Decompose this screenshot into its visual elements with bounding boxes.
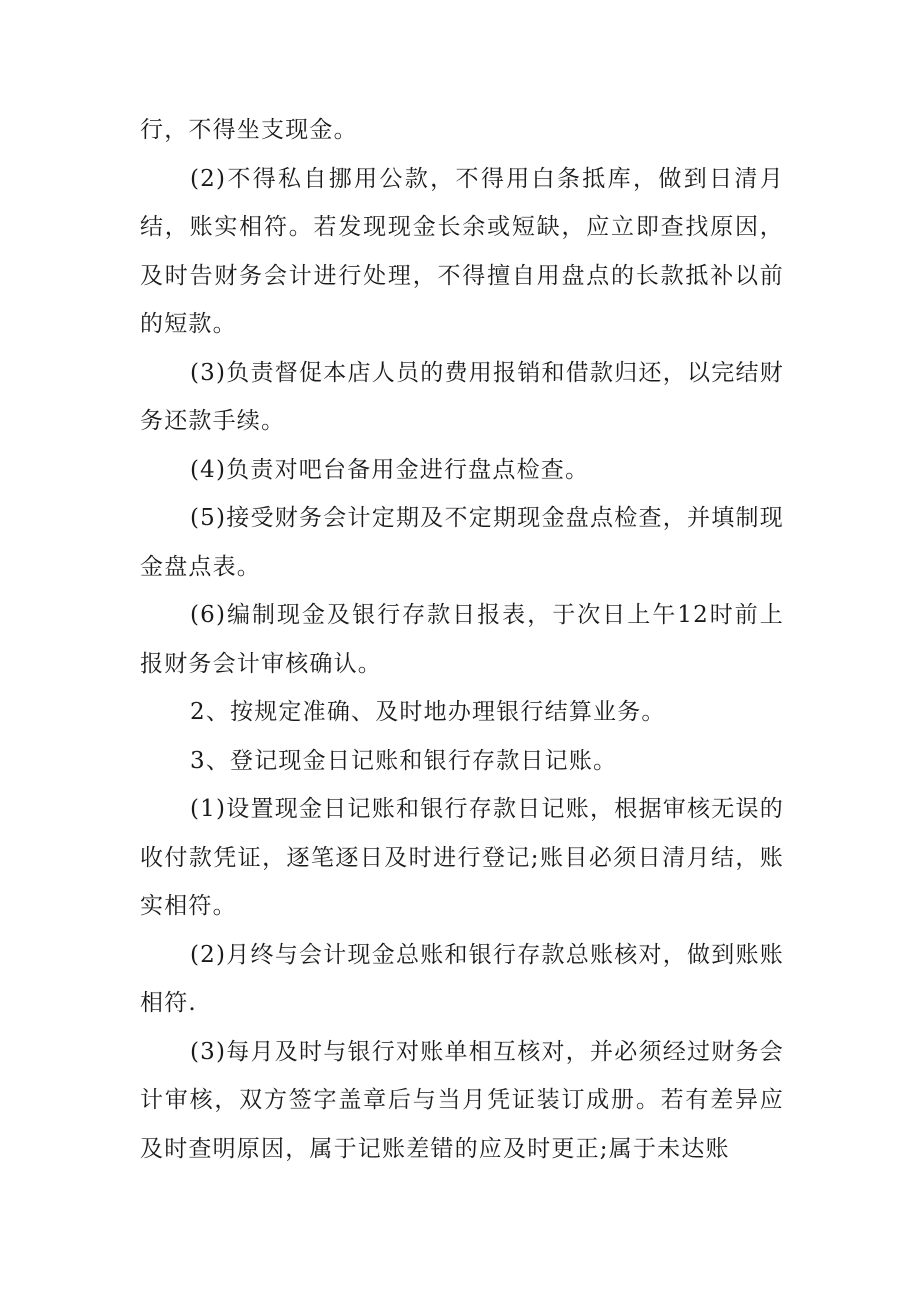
paragraph: 2、按规定准确、及时地办理银行结算业务。 (190, 699, 666, 725)
paragraph: (6)编制现金及银行存款日报表，于次日上午12时前上报财务会计审核确认。 (140, 602, 784, 677)
paragraph: (1)设置现金日记账和银行存款日记账，根据审核无误的收付款凭证，逐笔逐日及时进行登记;账目必须日清月结，账实相符。 (140, 796, 784, 919)
paragraph: (5)接受财务会计定期及不定期现金盘点检查，并填制现金盘点表。 (140, 505, 784, 580)
paragraph: (3)负责督促本店人员的费用报销和借款归还，以完结财务还款手续。 (140, 359, 784, 434)
document-body (140, 106, 784, 1173)
paragraph: 3、登记现金日记账和银行存款日记账。 (190, 747, 618, 774)
paragraph: 行，不得坐支现金。 (140, 117, 358, 143)
paragraph: (2)不得私自挪用公款，不得用白条抵库，做到日清月结，账实相符。若发现现金长余或短缺，应立即查找原因，及时告财务会计进行处理，不得擅自用盘点的长款抵补以前的短款。 (140, 165, 784, 337)
paragraph: (2)月终与会计现金总账和银行存款总账核对，做到账账相符. (140, 941, 784, 1016)
paragraph: (4)负责对吧台备用金进行盘点检查。 (190, 456, 590, 483)
paragraph: (3)每月及时与银行对账单相互核对，并必须经过财务会计审核，双方签字盖章后与当月凭证装订成册。若有差异应及时查明原因，属于记账差错的应及时更正;属于未达账 (140, 1038, 784, 1162)
